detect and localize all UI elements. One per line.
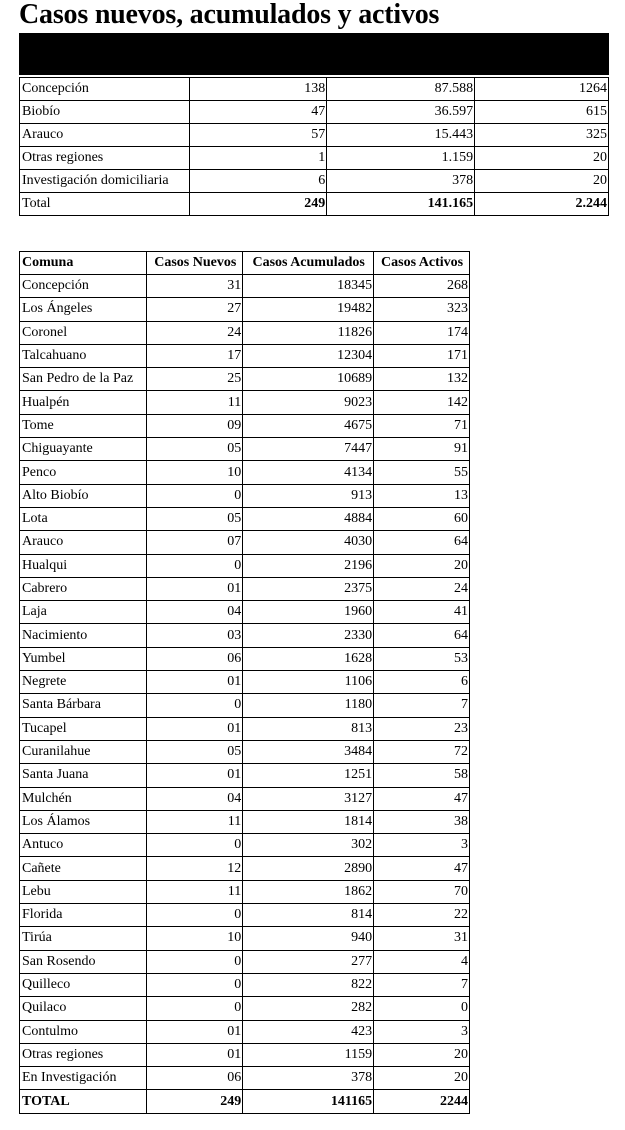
comuna-casos-acumulados: 302: [243, 834, 374, 857]
comuna-total-nuevos: 249: [147, 1090, 243, 1113]
summary-total-row: [20, 193, 609, 216]
comuna-casos-nuevos: 17: [147, 344, 243, 367]
comuna-casos-acumulados: 1106: [243, 671, 374, 694]
comuna-casos-nuevos: 0: [147, 950, 243, 973]
summary-total-acumulados: 141.165: [327, 193, 475, 216]
summary-row: [20, 78, 609, 101]
comuna-casos-acumulados: 2890: [243, 857, 374, 880]
comuna-casos-activos: 0: [374, 997, 470, 1020]
table-row: [20, 904, 470, 927]
comuna-name: Florida: [20, 904, 147, 927]
comuna-casos-nuevos: 07: [147, 531, 243, 554]
table-row: [20, 554, 470, 577]
comuna-table-header: [20, 252, 470, 275]
comuna-total-label: TOTAL: [20, 1090, 147, 1113]
comuna-casos-activos: 24: [374, 577, 470, 600]
comuna-name: Tirúa: [20, 927, 147, 950]
comuna-casos-acumulados: 277: [243, 950, 374, 973]
comuna-casos-nuevos: 06: [147, 1067, 243, 1090]
table-row: [20, 1067, 470, 1090]
comuna-casos-nuevos: 0: [147, 694, 243, 717]
comuna-casos-activos: 41: [374, 601, 470, 624]
comuna-casos-nuevos: 12: [147, 857, 243, 880]
comuna-casos-acumulados: 913: [243, 484, 374, 507]
comuna-casos-nuevos: 01: [147, 764, 243, 787]
summary-region-name: Investigación domiciliaria: [20, 170, 190, 193]
comuna-name: Los Álamos: [20, 810, 147, 833]
comuna-name: Concepción: [20, 275, 147, 298]
comuna-casos-acumulados: 822: [243, 973, 374, 996]
comuna-casos-nuevos: 25: [147, 368, 243, 391]
comuna-name: Lota: [20, 507, 147, 530]
summary-casos-activos: 325: [475, 124, 609, 147]
header-casos-activos: Casos Activos: [374, 252, 470, 275]
comuna-casos-activos: 6: [374, 671, 470, 694]
comuna-casos-activos: 174: [374, 321, 470, 344]
comuna-casos-nuevos: 0: [147, 484, 243, 507]
comuna-casos-acumulados: 1159: [243, 1043, 374, 1066]
table-row: [20, 834, 470, 857]
summary-row: [20, 170, 609, 193]
table-row: [20, 950, 470, 973]
comuna-name: Santa Juana: [20, 764, 147, 787]
comuna-casos-activos: 47: [374, 857, 470, 880]
table-row: [20, 414, 470, 437]
comuna-casos-nuevos: 05: [147, 507, 243, 530]
summary-table: [19, 33, 609, 216]
comuna-casos-acumulados: 1960: [243, 601, 374, 624]
summary-casos-activos: 615: [475, 101, 609, 124]
table-row: [20, 531, 470, 554]
comuna-name: Otras regiones: [20, 1043, 147, 1066]
comuna-casos-activos: 53: [374, 647, 470, 670]
comuna-casos-nuevos: 01: [147, 717, 243, 740]
comuna-casos-acumulados: 378: [243, 1067, 374, 1090]
comuna-name: Santa Bárbara: [20, 694, 147, 717]
comuna-casos-activos: 71: [374, 414, 470, 437]
comuna-casos-activos: 13: [374, 484, 470, 507]
summary-row: [20, 124, 609, 147]
comuna-casos-activos: 58: [374, 764, 470, 787]
comuna-casos-nuevos: 0: [147, 997, 243, 1020]
comuna-casos-activos: 4: [374, 950, 470, 973]
summary-casos-nuevos: 47: [189, 101, 327, 124]
comuna-name: Lebu: [20, 880, 147, 903]
table-row: [20, 927, 470, 950]
summary-casos-nuevos: 1: [189, 147, 327, 170]
comuna-name: Quilaco: [20, 997, 147, 1020]
comuna-casos-nuevos: 24: [147, 321, 243, 344]
comuna-casos-activos: 38: [374, 810, 470, 833]
table-row: [20, 1020, 470, 1043]
summary-total-label: Total: [20, 193, 190, 216]
comuna-casos-activos: 3: [374, 834, 470, 857]
table-row: [20, 857, 470, 880]
comuna-casos-nuevos: 05: [147, 740, 243, 763]
comuna-name: Alto Biobío: [20, 484, 147, 507]
comuna-casos-nuevos: 11: [147, 810, 243, 833]
comuna-casos-acumulados: 1814: [243, 810, 374, 833]
comuna-casos-nuevos: 31: [147, 275, 243, 298]
table-row: [20, 321, 470, 344]
comuna-casos-activos: 20: [374, 1067, 470, 1090]
comuna-name: San Rosendo: [20, 950, 147, 973]
comuna-casos-nuevos: 11: [147, 391, 243, 414]
comuna-table: [19, 251, 470, 1114]
comuna-casos-activos: 64: [374, 531, 470, 554]
comuna-name: Coronel: [20, 321, 147, 344]
comuna-casos-activos: 64: [374, 624, 470, 647]
comuna-name: Curanilahue: [20, 740, 147, 763]
comuna-casos-activos: 142: [374, 391, 470, 414]
comuna-casos-acumulados: 814: [243, 904, 374, 927]
comuna-casos-activos: 323: [374, 298, 470, 321]
comuna-casos-acumulados: 3127: [243, 787, 374, 810]
comuna-casos-nuevos: 0: [147, 904, 243, 927]
comuna-total-row: [20, 1090, 470, 1113]
comuna-casos-acumulados: 18345: [243, 275, 374, 298]
comuna-casos-nuevos: 10: [147, 461, 243, 484]
comuna-casos-nuevos: 03: [147, 624, 243, 647]
comuna-casos-acumulados: 4675: [243, 414, 374, 437]
comuna-casos-acumulados: 10689: [243, 368, 374, 391]
table-row: [20, 507, 470, 530]
comuna-casos-activos: 22: [374, 904, 470, 927]
comuna-name: Yumbel: [20, 647, 147, 670]
summary-region-name: Concepción: [20, 78, 190, 101]
comuna-total-activos: 2244: [374, 1090, 470, 1113]
summary-region-name: Otras regiones: [20, 147, 190, 170]
header-casos-nuevos: Casos Nuevos: [147, 252, 243, 275]
comuna-casos-acumulados: 1862: [243, 880, 374, 903]
comuna-total-acumulados: 141165: [243, 1090, 374, 1113]
comuna-casos-activos: 132: [374, 368, 470, 391]
comuna-casos-activos: 7: [374, 694, 470, 717]
comuna-casos-activos: 91: [374, 438, 470, 461]
comuna-casos-activos: 23: [374, 717, 470, 740]
comuna-casos-acumulados: 7447: [243, 438, 374, 461]
comuna-casos-nuevos: 11: [147, 880, 243, 903]
comuna-casos-activos: 55: [374, 461, 470, 484]
comuna-casos-acumulados: 1628: [243, 647, 374, 670]
table-row: [20, 484, 470, 507]
table-row: [20, 438, 470, 461]
summary-casos-activos: 1264: [475, 78, 609, 101]
comuna-casos-acumulados: 4030: [243, 531, 374, 554]
comuna-casos-activos: 20: [374, 1043, 470, 1066]
comuna-casos-nuevos: 06: [147, 647, 243, 670]
comuna-casos-activos: 171: [374, 344, 470, 367]
comuna-casos-nuevos: 04: [147, 787, 243, 810]
summary-casos-nuevos: 138: [189, 78, 327, 101]
summary-region-name: Arauco: [20, 124, 190, 147]
comuna-name: Laja: [20, 601, 147, 624]
table-row: [20, 298, 470, 321]
summary-casos-activos: 20: [475, 170, 609, 193]
table-row: [20, 368, 470, 391]
comuna-casos-acumulados: 4134: [243, 461, 374, 484]
comuna-casos-activos: 60: [374, 507, 470, 530]
comuna-name: Mulchén: [20, 787, 147, 810]
header-comuna: Comuna: [20, 252, 147, 275]
comuna-casos-nuevos: 01: [147, 1020, 243, 1043]
table-row: [20, 973, 470, 996]
table-row: [20, 624, 470, 647]
comuna-casos-acumulados: 4884: [243, 507, 374, 530]
comuna-casos-acumulados: 940: [243, 927, 374, 950]
comuna-name: En Investigación: [20, 1067, 147, 1090]
comuna-casos-acumulados: 1251: [243, 764, 374, 787]
summary-total-activos: 2.244: [475, 193, 609, 216]
table-row: [20, 461, 470, 484]
comuna-name: Hualqui: [20, 554, 147, 577]
comuna-casos-activos: 31: [374, 927, 470, 950]
table-row: [20, 810, 470, 833]
table-row: [20, 577, 470, 600]
table-row: [20, 1043, 470, 1066]
summary-casos-acumulados: 378: [327, 170, 475, 193]
table-row: [20, 997, 470, 1020]
comuna-name: Quilleco: [20, 973, 147, 996]
comuna-name: Hualpén: [20, 391, 147, 414]
comuna-name: Nacimiento: [20, 624, 147, 647]
summary-casos-nuevos: 6: [189, 170, 327, 193]
comuna-casos-acumulados: 9023: [243, 391, 374, 414]
comuna-name: Talcahuano: [20, 344, 147, 367]
comuna-name: San Pedro de la Paz: [20, 368, 147, 391]
comuna-casos-acumulados: 423: [243, 1020, 374, 1043]
table-row: [20, 601, 470, 624]
comuna-casos-acumulados: 12304: [243, 344, 374, 367]
comuna-casos-activos: 70: [374, 880, 470, 903]
table-row: [20, 275, 470, 298]
comuna-casos-acumulados: 2375: [243, 577, 374, 600]
header-casos-acumulados: Casos Acumulados: [243, 252, 374, 275]
summary-row: [20, 147, 609, 170]
comuna-name: Cabrero: [20, 577, 147, 600]
comuna-casos-acumulados: 1180: [243, 694, 374, 717]
comuna-name: Chiguayante: [20, 438, 147, 461]
summary-casos-nuevos: 57: [189, 124, 327, 147]
comuna-name: Los Ángeles: [20, 298, 147, 321]
comuna-casos-acumulados: 282: [243, 997, 374, 1020]
comuna-casos-nuevos: 01: [147, 1043, 243, 1066]
comuna-name: Cañete: [20, 857, 147, 880]
comuna-name: Arauco: [20, 531, 147, 554]
comuna-casos-nuevos: 04: [147, 601, 243, 624]
comuna-casos-nuevos: 05: [147, 438, 243, 461]
comuna-name: Antuco: [20, 834, 147, 857]
summary-total-nuevos: 249: [189, 193, 327, 216]
comuna-name: Contulmo: [20, 1020, 147, 1043]
summary-row: [20, 101, 609, 124]
comuna-casos-acumulados: 2330: [243, 624, 374, 647]
summary-region-name: Biobío: [20, 101, 190, 124]
table-row: [20, 344, 470, 367]
table-row: [20, 787, 470, 810]
comuna-casos-activos: 268: [374, 275, 470, 298]
page-title: Casos nuevos, acumulados y activos: [19, 0, 440, 30]
table-row: [20, 647, 470, 670]
comuna-casos-nuevos: 09: [147, 414, 243, 437]
summary-header-bar: [20, 34, 609, 75]
comuna-casos-nuevos: 01: [147, 671, 243, 694]
comuna-casos-activos: 7: [374, 973, 470, 996]
comuna-casos-nuevos: 27: [147, 298, 243, 321]
comuna-casos-acumulados: 2196: [243, 554, 374, 577]
comuna-casos-activos: 20: [374, 554, 470, 577]
comuna-casos-activos: 3: [374, 1020, 470, 1043]
comuna-casos-nuevos: 0: [147, 973, 243, 996]
comuna-casos-acumulados: 11826: [243, 321, 374, 344]
comuna-casos-nuevos: 01: [147, 577, 243, 600]
summary-casos-acumulados: 36.597: [327, 101, 475, 124]
table-row: [20, 740, 470, 763]
comuna-name: Tome: [20, 414, 147, 437]
comuna-casos-activos: 47: [374, 787, 470, 810]
table-row: [20, 764, 470, 787]
comuna-casos-nuevos: 10: [147, 927, 243, 950]
summary-casos-acumulados: 87.588: [327, 78, 475, 101]
comuna-casos-acumulados: 3484: [243, 740, 374, 763]
table-row: [20, 671, 470, 694]
table-row: [20, 391, 470, 414]
comuna-casos-nuevos: 0: [147, 554, 243, 577]
comuna-casos-activos: 72: [374, 740, 470, 763]
summary-casos-acumulados: 1.159: [327, 147, 475, 170]
comuna-casos-nuevos: 0: [147, 834, 243, 857]
comuna-name: Penco: [20, 461, 147, 484]
summary-casos-acumulados: 15.443: [327, 124, 475, 147]
table-row: [20, 880, 470, 903]
table-row: [20, 717, 470, 740]
comuna-name: Tucapel: [20, 717, 147, 740]
comuna-casos-acumulados: 19482: [243, 298, 374, 321]
comuna-casos-acumulados: 813: [243, 717, 374, 740]
summary-casos-activos: 20: [475, 147, 609, 170]
comuna-name: Negrete: [20, 671, 147, 694]
table-row: [20, 694, 470, 717]
